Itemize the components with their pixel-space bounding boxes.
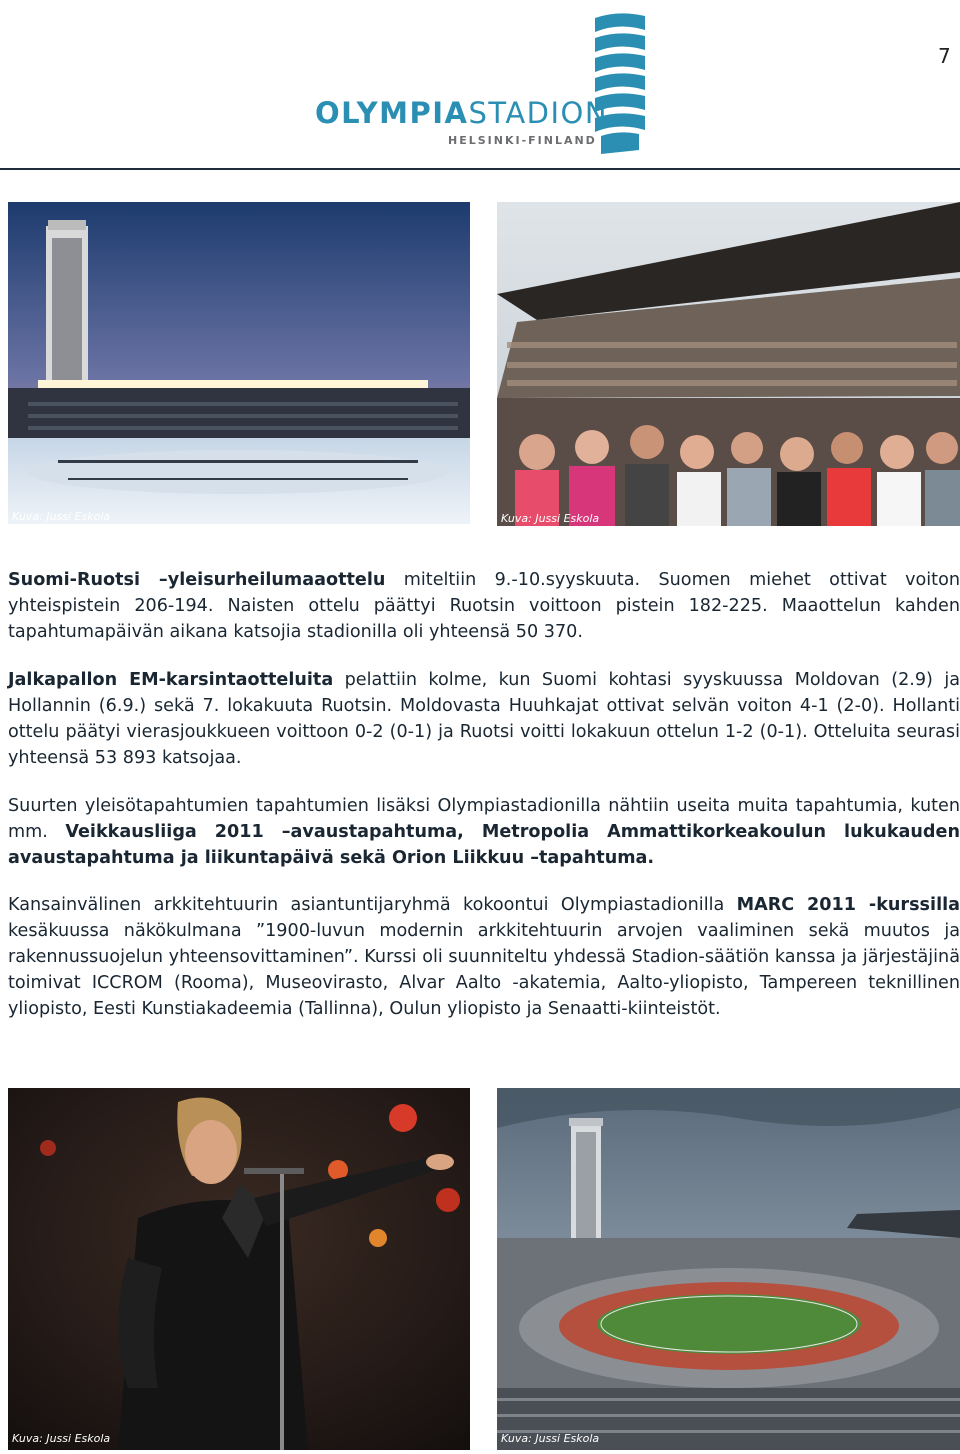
photo-credit: Kuva: Jussi Eskola xyxy=(12,1432,111,1445)
photo-stadium-aerial xyxy=(497,1088,960,1450)
page-number: 7 xyxy=(938,44,951,68)
olympiastadion-logo xyxy=(315,8,655,158)
photo-credit: Kuva: Jussi Eskola xyxy=(501,512,600,525)
logo-wordmark: OLYMPIASTADION xyxy=(315,96,609,130)
photo-credit: Kuva: Jussi Eskola xyxy=(12,510,111,523)
paragraph-marc-course: Kansainvälinen arkkitehtuurin asiantuntijaryhmä kokoontui Olympiastadionilla MARC 2011 -kurssilla kesäkuussa näkökulmana ”1900-luvun modernin arkkitehtuurin arvojen vaaliminen sekä muutos ja rakennussuojelun yhteensovittaminen”. Kurssi oli suunniteltu yhdessä Stadion-säätiön kanssa ja järjestäjinä toimivat ICCROM (Rooma), Museovirasto, Alvar Aalto -akatemia, Aalto-yliopisto, Tampereen teknillinen yliopisto, Eesti Kunstiakadeemia (Tallinna), Oulun yliopisto ja Senaatti-kiinteistöt. xyxy=(8,895,960,1019)
header-divider xyxy=(0,168,960,170)
photo-stadium-crowd xyxy=(497,202,960,526)
photo-winter-stadium xyxy=(8,202,470,524)
paragraph-football: Jalkapallon EM-karsintaotteluita pelattiin kolme, kun Suomi kohtasi syyskuussa Moldovan (2.9) ja Hollannin (6.9.) sekä 7. lokakuuta Ruotsin. Moldovasta Huuhkajat ottivat selvän voiton 4-1 (2-0). Hollanti ottelu päätyi vierasjoukkueen voittoon 0-2 (0-1) ja Ruotsi voitti lokakuun ottelun 1-2 (0-1). Otteluita seurasi yhteensä 53 893 katsojaa. xyxy=(8,670,960,768)
paragraph-other-events: Suurten yleisötapahtumien tapahtumien lisäksi Olympiastadionilla nähtiin useita muita tapahtumia, kuten mm. Veikkausliiga 2011 –avaustapahtuma, Metropolia Ammattikorkeakoulun lukukauden avaustapahtuma ja liikuntapäivä sekä Orion Liikkuu –tapahtuma. xyxy=(8,796,960,868)
paragraph-athletics: Suomi-Ruotsi –yleisurheilumaaottelu miteltiin 9.-10.syyskuuta. Suomen miehet ottivat voiton yhteispistein 206-194. Naisten ottelu päättyi Ruotsin voittoon pistein 182-225. Maaottelun kahden tapahtumapäivän aikana katsojia stadionilla oli yhteensä 50 370. xyxy=(8,570,960,642)
photo-credit: Kuva: Jussi Eskola xyxy=(501,1432,600,1445)
photo-concert-singer xyxy=(8,1088,470,1450)
logo-subtitle: HELSINKI-FINLAND xyxy=(448,134,597,147)
